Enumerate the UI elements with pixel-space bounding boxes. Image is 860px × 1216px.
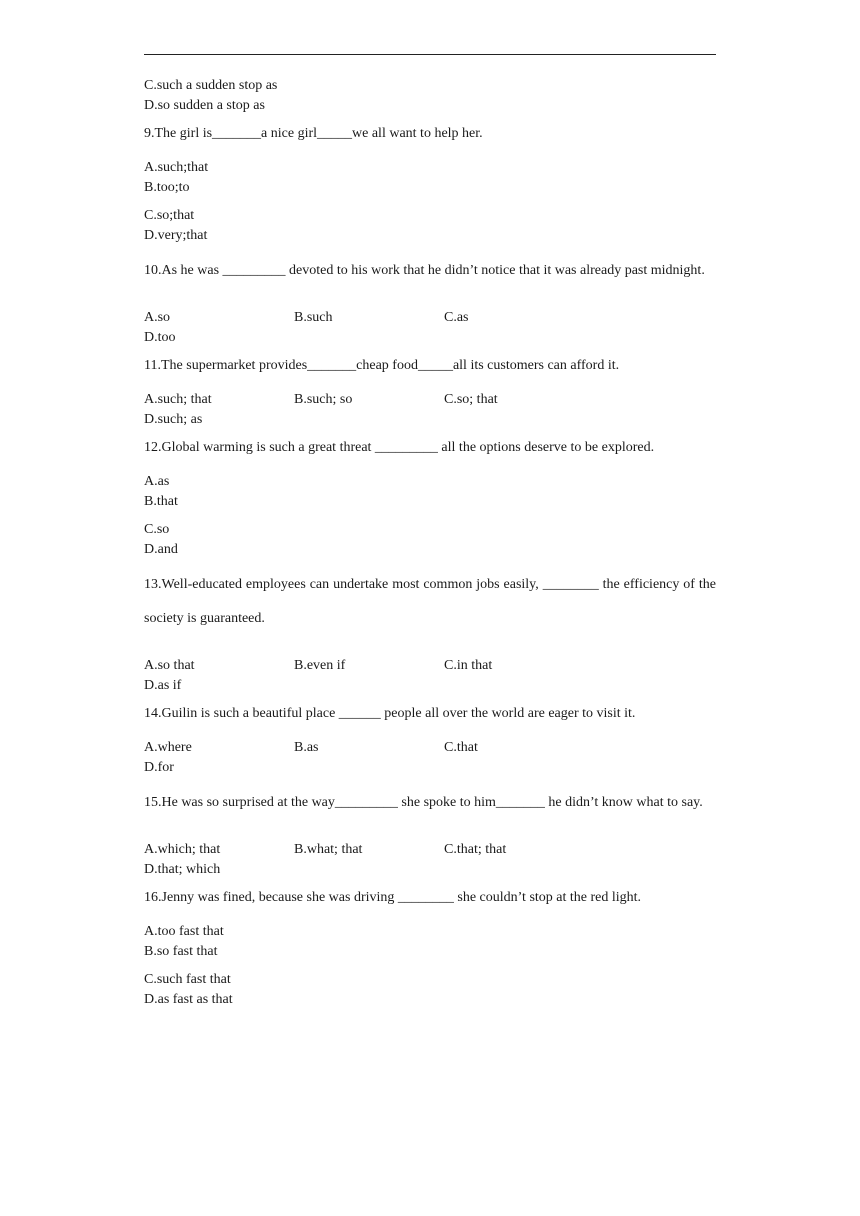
options-row	[144, 308, 716, 345]
answer-option: D.that; which	[144, 862, 221, 877]
options-row	[144, 206, 716, 243]
answer-option: A.such; that	[144, 392, 212, 407]
answer-option: C.in that	[444, 658, 493, 673]
answer-option: C.so; that	[444, 392, 498, 407]
question-text: 16.Jenny was fined, because she was driving ________ she couldn’t stop at the red light.	[144, 890, 642, 905]
answer-option: A.too fast that	[144, 924, 224, 939]
question-text: 12.Global warming is such a great threat _________ all the options deserve to be explored.	[144, 440, 655, 455]
options-row	[144, 390, 716, 427]
answer-option: D.such; as	[144, 412, 203, 427]
options-row	[144, 158, 716, 195]
options-row	[144, 472, 716, 509]
answer-option: A.where	[144, 740, 192, 755]
answer-option: C.so;that	[144, 208, 195, 223]
question-text: 15.He was so surprised at the way_________ she spoke to him_______ he didn’t know what to say.	[144, 795, 703, 810]
question-text: 14.Guilin is such a beautiful place ______ people all over the world are eager to visit it.	[144, 706, 636, 721]
question-list	[144, 76, 716, 1018]
answer-option: C.such a sudden stop as	[144, 78, 278, 93]
answer-option: B.so fast that	[144, 944, 218, 959]
answer-option: D.so sudden a stop as	[144, 98, 265, 113]
answer-option: C.that; that	[444, 842, 507, 857]
answer-option: B.too;to	[144, 180, 190, 195]
answer-option: B.such	[294, 310, 333, 325]
question-text: 13.Well-educated employees can undertake most common jobs easily, ________ the efficiency of the society is guaranteed.	[144, 577, 716, 626]
answer-option: D.as if	[144, 678, 182, 693]
question-text: 11.The supermarket provides_______cheap food_____all its customers can afford it.	[144, 358, 620, 373]
answer-option: D.as fast as that	[144, 992, 233, 1007]
answer-option: B.such; so	[294, 392, 353, 407]
answer-option: A.such;that	[144, 160, 209, 175]
answer-option: A.which; that	[144, 842, 221, 857]
options-row	[144, 656, 716, 693]
answer-option: B.even if	[294, 658, 346, 673]
answer-option: B.that	[144, 494, 178, 509]
options-row	[144, 840, 716, 877]
options-row	[144, 738, 716, 775]
header-rule	[144, 54, 716, 55]
answer-option: D.for	[144, 760, 174, 775]
answer-option: C.such fast that	[144, 972, 231, 987]
options-row	[144, 922, 716, 959]
answer-option: A.so	[144, 310, 171, 325]
answer-option: B.as	[294, 740, 319, 755]
answer-option: C.so	[144, 522, 170, 537]
question-text: 10.As he was _________ devoted to his work that he didn’t notice that it was already past midnight.	[144, 263, 705, 278]
answer-option: C.as	[444, 310, 469, 325]
answer-option: D.too	[144, 330, 176, 345]
options-row	[144, 970, 716, 1007]
answer-option: A.so that	[144, 658, 195, 673]
answer-option: C.that	[444, 740, 478, 755]
answer-option: B.what; that	[294, 842, 363, 857]
question-text: 9.The girl is_______a nice girl_____we all want to help her.	[144, 126, 483, 141]
answer-option: D.very;that	[144, 228, 208, 243]
answer-option: A.as	[144, 474, 170, 489]
answer-option: D.and	[144, 542, 178, 557]
options-row	[144, 520, 716, 557]
options-row	[144, 76, 716, 113]
